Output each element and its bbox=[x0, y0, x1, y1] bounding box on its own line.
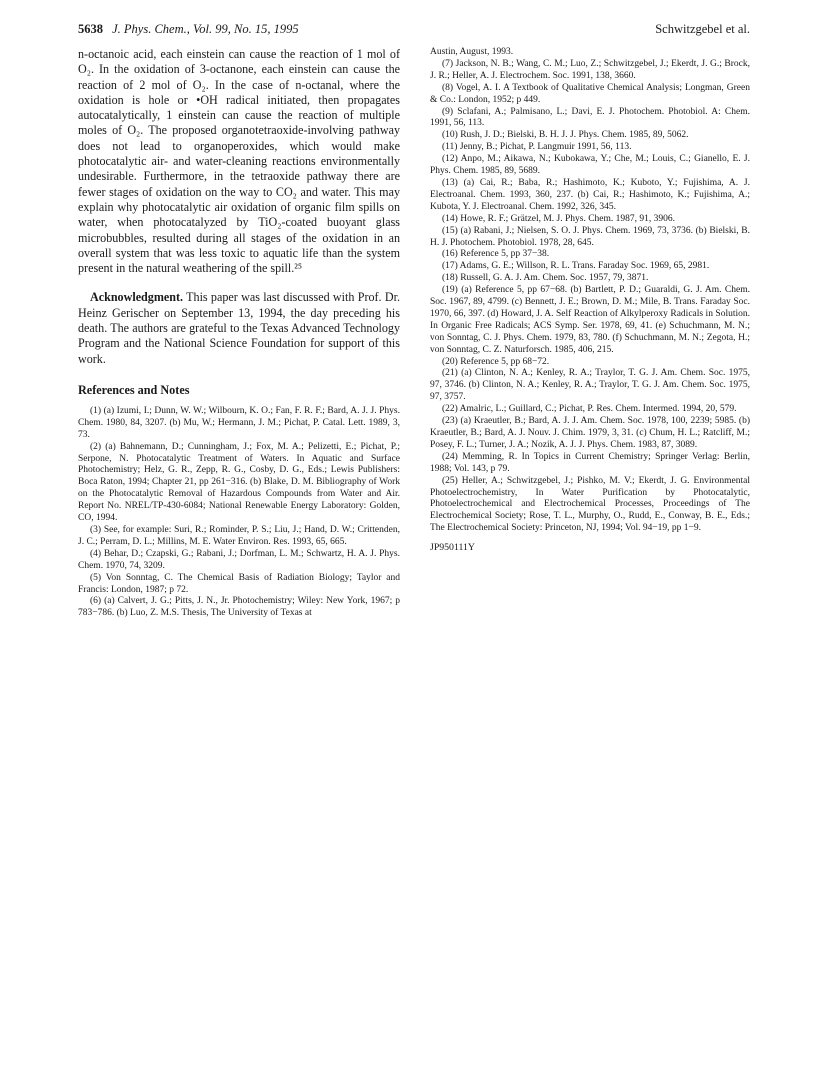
reference-item: (18) Russell, G. A. J. Am. Chem. Soc. 1957, 79, 3871. bbox=[442, 273, 649, 284]
manuscript-code: JP950111Y bbox=[430, 542, 475, 554]
reference-item: (16) Reference 5, pp 37−38. bbox=[442, 249, 550, 260]
reference-item: (21) (a) Clinton, N. A.; Kenley, R. A.; Traylor, T. G. J. Am. Chem. Soc. 1975, 97, 3746. (b) Clinton, N. A.; Kenley, R. A.; Traylor, T. G. J. Am. Chem. Soc. 1975, 97, 3757. bbox=[430, 368, 750, 403]
reference-item: (12) Anpo, M.; Aikawa, N.; Kubokawa, Y.; Che, M.; Louis, C.; Gianello, E. J. Phys. Chem. 1985, 89, 5689. bbox=[430, 154, 750, 177]
reference-item: (14) Howe, R. F.; Grätzel, M. J. Phys. Chem. 1987, 91, 3906. bbox=[442, 213, 676, 224]
acknowledgment bbox=[78, 290, 400, 366]
reference-item: (22) Amalric, L.; Guillard, C.; Pichat, P. Res. Chem. Intermed. 1994, 20, 579. bbox=[442, 404, 737, 415]
reference-item: (5) Von Sonntag, C. The Chemical Basis of Radiation Biology; Taylor and Francis: London, 1987; p 72. bbox=[78, 572, 400, 595]
reference-item: (23) (a) Kraeutler, B.; Bard, A. J. J. Am. Chem. Soc. 1978, 100, 2239; 5985. (b) Kraeutler, B.; Bard, A. J. Nouv. J. Chim. 1979, 3, 31. (c) Chum, H. L.; Ratcliff, M.; Posey, F. L.; Turner, J. A.; Nozik, A. J. J. Phys. Chem. 1983, 87, 3089. bbox=[430, 416, 750, 450]
reference-item: (4) Behar, D.; Czapski, G.; Rabani, J.; Dorfman, L. M.; Schwartz, H. A. J. Phys. Chem. 1970, 74, 3209. bbox=[78, 548, 400, 571]
reference-item: (15) (a) Rabani, J.; Nielsen, S. O. J. Phys. Chem. 1969, 73, 3736. (b) Bielski, B. H. J. Photochem. Photobiol. 1978, 28, 645. bbox=[430, 225, 750, 248]
reference-item: (24) Memming, R. In Topics in Current Chemistry; Springer Verlag: Berlin, 1988; Vol. 143, p 79. bbox=[430, 451, 750, 474]
page-number: 5638 bbox=[78, 22, 103, 36]
acknowledgment-heading: Acknowledgment. bbox=[90, 290, 184, 305]
reference-item: (10) Rush, J. D.; Bielski, B. H. J. J. Phys. Chem. 1985, 89, 5062. bbox=[442, 130, 689, 141]
header-left bbox=[78, 22, 299, 37]
reference-continuation: Austin, August, 1993. bbox=[430, 47, 514, 57]
page-header bbox=[78, 22, 750, 40]
reference-item: (19) (a) Reference 5, pp 67−68. (b) Bartlett, P. D.; Guaraldi, G. J. Am. Chem. Soc. 1967, 89, 4799. (c) Bennett, J. E.; Brown, D. M.; Mile, B. Trans. Faraday Soc. 1970, 66, 397. (d) Howard, J. A. Self Reaction of Alkylperoxy Radicals in Solution. In Organic Free Radicals; ACS Symp. Ser. 1978, 69, 41. (e) Schuchmann, M. N.; von Sonntag, C. J. Phys. Chem. 1979, 83, 780. (f) Schuchmann, M. N.; Zegota, H.; von Sonntag, C. Z. Naturforsch. 1985, 406, 215. bbox=[430, 285, 750, 355]
reference-item: (8) Vogel, A. I. A Textbook of Qualitative Chemical Analysis; Longman, Green & Co.: London, 1952; p 449. bbox=[430, 82, 750, 105]
running-authors: Schwitzgebel et al. bbox=[655, 22, 750, 36]
reference-item: (17) Adams, G. E.; Willson, R. L. Trans. Faraday Soc. 1969, 65, 2981. bbox=[442, 261, 710, 272]
reference-item: (13) (a) Cai, R.; Baba, R.; Hashimoto, K.; Kuboto, Y.; Fujishima, A. J. Electroanal. Chem. 1993, 360, 237. (b) Cai, R.; Hashimoto, K.; Fujishima, A.; Kubota, Y. J. Electroanal. Chem. 1992, 326, 345. bbox=[430, 177, 750, 212]
reference-item: (20) Reference 5, pp 68−72. bbox=[442, 356, 550, 367]
body-paragraph: n-octanoic acid, each einstein can cause the reaction of 1 mol of O₂. In the oxidation of 3-octanone, each einstein can cause the reaction of 2 mol of O₂. In the case of n-octanal, where the oxidation is hole or •OH radical initiated, then propagates autocatalytically, 1 einstein can cause the reaction of multiple moles of O₂. The proposed organotetraoxide-involving pathway does not lead to organoperoxides, which would make photocatalytic air- and water-cleaning reactions environmentally undesirable. Furthermore, in the tetraoxide pathway there are fewer stages of oxidation on the way to CO₂ and water. This may explain why photocatalytic air oxidation of organic film spills on water, when photocatalyzed by TiO₂-coated buoyant glass microbubbles, resulted during all stages of the oxidation in an overall system that was less toxic to aquatic life than the system present in the natural weathering of the spill.²⁵ bbox=[78, 47, 400, 276]
references-heading: References and Notes bbox=[78, 382, 190, 397]
reference-item: (3) See, for example: Suri, R.; Rominder, P. S.; Liu, J.; Hand, D. W.; Crittenden, J. C.; Perram, D. L.; Millins, M. E. Water Environ. Res. 1993, 65, 665. bbox=[78, 525, 400, 547]
left-column bbox=[78, 47, 400, 620]
reference-item: (9) Sclafani, A.; Palmisano, L.; Davi, E. J. Photochem. Photobiol. A: Chem. 1991, 56, 113. bbox=[430, 106, 750, 129]
reference-item: (1) (a) Izumi, I.; Dunn, W. W.; Wilbourn, K. O.; Fan, F. R. F.; Bard, A. J. J. Phys. Chem. 1980, 84, 3207. (b) Mu, W.; Hermann, J. M.; Pichat, P. Catal. Lett. 1989, 3, 73. bbox=[78, 405, 400, 440]
acknowledgment-text: This paper was last discussed with Prof. Dr. Heinz Gerischer on September 13, 1994, the day preceding his death. The authors are grateful to the Texas Advanced Technology Program and the National Science Foundation for support of this work. bbox=[78, 290, 400, 366]
reference-item: (25) Heller, A.; Schwitzgebel, J.; Pishko, M. V.; Ekerdt, J. G. Environmental Photoelectrochemistry, In Water Purification by Photocatalytic, Photoelectrochemical and Electrochemical Processes, Proceedings of The Electrochemical Society; Rose, T. L., Murphy, O., Rudd, E., Conway, B. E., Eds.; The Electrochemical Society: Princeton, NJ, 1994; Vol. 94−19, pp 1−9. bbox=[430, 475, 750, 534]
reference-item: (7) Jackson, N. B.; Wang, C. M.; Luo, Z.; Schwitzgebel, J.; Ekerdt, J. G.; Brock, J. R.; Heller, A. J. Electrochem. Soc. 1991, 138, 3660. bbox=[430, 58, 750, 81]
journal-citation: J. Phys. Chem., Vol. 99, No. 15, 1995 bbox=[112, 22, 299, 36]
reference-item: (2) (a) Bahnemann, D.; Cunningham, J.; Fox, M. A.; Pelizetti, E.; Pichat, P.; Serpone, N. Photocatalytic Treatment of Waters. In Aquatic and Surface Photochemistry; Helz, G. R., Zepp, R. G., Cosby, D. G., Eds.; Lewis Publishers: Boca Raton, 1994; Chapter 21, pp 261−316. (b) Blake, D. M. Bibliography of Work on the Photocatalytic Removal of Hazardous Compounds from Water and Air. Report No. NREL/TP-430-6084; National Renewable Energy Laboratory: Golden, CO, 1994. bbox=[78, 441, 400, 524]
reference-item: (6) (a) Calvert, J. G.; Pitts, J. N., Jr. Photochemistry; Wiley: New York, 1967; p 783−786. (b) Luo, Z. M.S. Thesis, The University of Texas at bbox=[78, 596, 400, 619]
reference-item: (11) Jenny, B.; Pichat, P. Langmuir 1991, 56, 113. bbox=[442, 142, 632, 153]
right-column bbox=[430, 47, 750, 554]
